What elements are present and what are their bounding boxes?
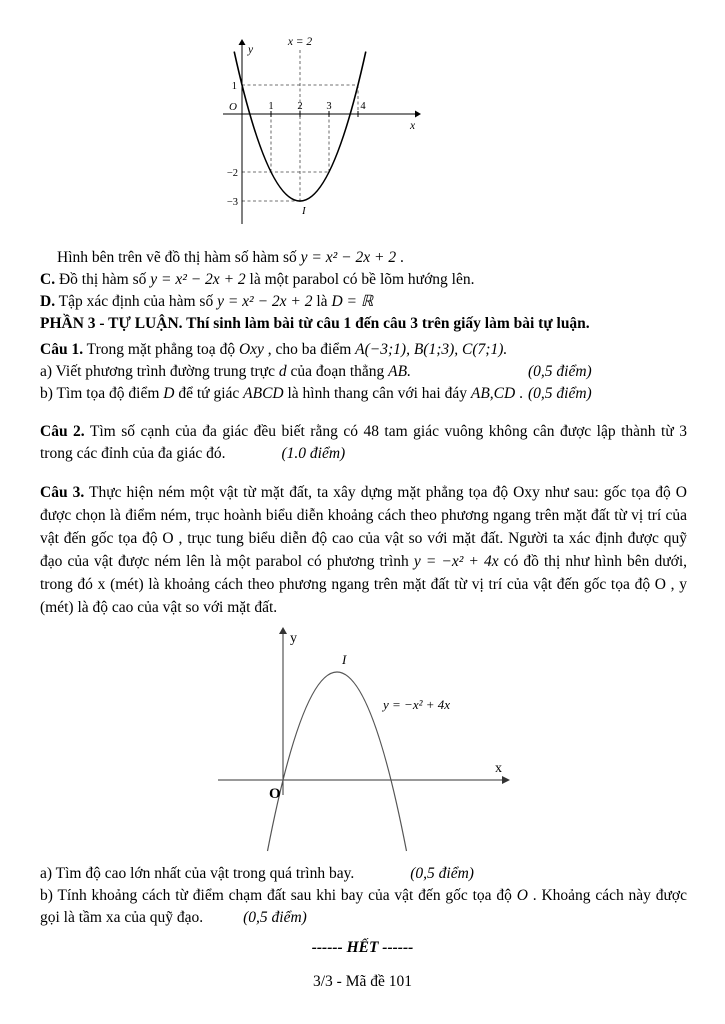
axes bbox=[223, 44, 415, 224]
question-1b bbox=[40, 383, 687, 405]
origin-label: O bbox=[229, 101, 237, 113]
vertex-label: I bbox=[302, 205, 306, 217]
question-1a-text: a) Viết phương trình đường trung trực bbox=[40, 363, 279, 380]
question-3a-text: a) Tìm độ cao lớn nhất của vật trong quá trình bay. bbox=[40, 865, 355, 882]
question-1-plane: Oxy bbox=[238, 341, 264, 358]
question-1a-segment: AB. bbox=[388, 363, 411, 380]
question-2 bbox=[40, 421, 687, 465]
question-3b-text: b) Tính khoảng cách từ điểm chạm đất sau khi bay của vật đến gốc tọa độ bbox=[40, 887, 517, 904]
x-tick-1: 1 bbox=[268, 101, 274, 112]
question-1b-bases: AB,CD bbox=[470, 385, 516, 402]
option-d-domain: D = ℝ bbox=[331, 293, 374, 310]
question-3a bbox=[40, 863, 687, 885]
question-1b-mid2: là hình thang cân với hai đáy bbox=[283, 385, 471, 402]
x-tick-3: 3 bbox=[326, 101, 332, 112]
x-axis-arrow-icon bbox=[502, 776, 510, 784]
origin-label: O bbox=[269, 786, 281, 802]
equation-label: y = −x² + 4x bbox=[383, 697, 451, 712]
caption-formula: y = x² − 2x + 2 bbox=[300, 249, 397, 266]
caption-end: . bbox=[396, 249, 404, 266]
option-c bbox=[40, 269, 687, 291]
question-1-text: Trong mặt phẳng toạ độ bbox=[83, 341, 239, 358]
page-number-footer: 3/3 - Mã đề 101 bbox=[312, 973, 412, 990]
y-tick-neg3: −3 bbox=[226, 197, 238, 208]
vertex-label: I bbox=[342, 652, 347, 667]
question-1a bbox=[40, 361, 687, 383]
y-tick-1: 1 bbox=[231, 81, 237, 92]
question-3-text-2: có đồ thị như hình bên dưới, trong đó x (mét) là khoảng cách theo phương ngang trên mặt đất từ vị trí của vật đến gốc tọa độ O , y (mét) là độ cao của vật so với mặt đất. bbox=[40, 553, 688, 616]
question-1-label: Câu 1. bbox=[40, 341, 84, 358]
axis-of-symmetry-label: x = 2 bbox=[287, 36, 313, 48]
y-axis-label: y bbox=[290, 631, 297, 646]
caption-text: Hình bên trên vẽ đồ thị hàm số hàm số bbox=[57, 249, 301, 266]
option-d-formula: y = x² − 2x + 2 bbox=[217, 293, 313, 310]
question-1-mid: , cho ba điểm bbox=[263, 341, 356, 358]
part3-heading: PHẦN 3 - TỰ LUẬN. Thí sinh làm bài từ câu 1 đến câu 3 trên giấy làm bài tự luận. bbox=[40, 315, 590, 332]
x-tick-2: 2 bbox=[297, 101, 303, 112]
question-1a-mid: của đoạn thẳng bbox=[286, 363, 389, 380]
x-tick-4: 4 bbox=[360, 101, 366, 112]
question-1a-var: d bbox=[278, 363, 287, 380]
question-3-label: Câu 3. bbox=[40, 484, 85, 501]
option-c-label: C. bbox=[40, 271, 56, 288]
question-1 bbox=[40, 339, 687, 361]
question-1b-text: b) Tìm tọa độ điểm bbox=[40, 385, 164, 402]
option-d bbox=[40, 291, 687, 313]
question-3-formula: y = −x² + 4x bbox=[413, 553, 499, 570]
question-1b-quad: ABCD bbox=[243, 385, 284, 402]
question-3b-origin: O bbox=[516, 887, 528, 904]
x-axis-label: x bbox=[495, 761, 502, 776]
figure1-caption bbox=[57, 247, 687, 269]
question-1b-end: . bbox=[515, 385, 523, 402]
question-1-points: A(−3;1), B(1;3), C(7;1). bbox=[355, 341, 508, 358]
figure-parabola-trajectory bbox=[203, 625, 523, 855]
option-d-mid: là bbox=[312, 293, 332, 310]
question-2-label: Câu 2. bbox=[40, 423, 85, 440]
dashed-guides bbox=[242, 50, 358, 201]
option-d-text: Tập xác định của hàm số bbox=[55, 293, 218, 310]
question-3b bbox=[40, 885, 687, 929]
end-marker: ------ HẾT ------ bbox=[311, 939, 414, 956]
y-axis-label: y bbox=[248, 44, 254, 56]
question-1b-var: D bbox=[163, 385, 175, 402]
question-3b-end: . Khoảng cách này được gọi là tầm xa của quỹ đạo. bbox=[40, 887, 687, 926]
question-2-score: (1.0 điểm) bbox=[281, 445, 346, 462]
question-1b-score: (0,5 điểm) bbox=[528, 385, 592, 402]
x-axis-arrow-icon bbox=[415, 111, 421, 118]
question-2-text: Tìm số cạnh của đa giác đều biết rằng có 48 tam giác vuông không cân được lập thành từ 3 trong các đỉnh của đa giác đó. bbox=[40, 423, 687, 462]
option-d-label: D. bbox=[40, 293, 56, 310]
question-1b-mid: để tứ giác bbox=[174, 385, 244, 402]
x-axis-label: x bbox=[410, 120, 416, 132]
question-3a-score: (0,5 điểm) bbox=[410, 865, 474, 882]
option-c-text: Đồ thị hàm số bbox=[55, 271, 151, 288]
y-axis-arrow-icon bbox=[239, 39, 246, 45]
figure1-graph bbox=[217, 36, 432, 241]
question-1a-score: (0,5 điểm) bbox=[528, 363, 592, 380]
y-tick-neg2: −2 bbox=[226, 168, 238, 179]
question-3-text-1: Thực hiện ném một vật từ mặt đất, ta xây dựng mặt phẳng tọa độ Oxy như sau: gốc tọa độ O được chọn là điểm ném, trục hoành biểu diễn khoảng cách theo phương ngang trên mặt đất từ vị trí của vật đến gốc tọa độ O , trục tung biểu diễn độ cao của vật so với mặt đất. Người ta xác định được quỹ đạo của vật được ném lên là một parabol có phương trình bbox=[40, 484, 687, 570]
option-c-formula: y = x² − 2x + 2 bbox=[150, 271, 246, 288]
question-3b-score: (0,5 điểm) bbox=[243, 909, 307, 926]
figure2-graph bbox=[203, 625, 523, 855]
y-axis-arrow-icon bbox=[279, 627, 287, 634]
option-c-end: là một parabol có bề lõm hướng lên. bbox=[245, 271, 475, 288]
figure-parabola-top bbox=[217, 36, 432, 241]
axes bbox=[218, 633, 502, 795]
question-3 bbox=[40, 481, 687, 619]
